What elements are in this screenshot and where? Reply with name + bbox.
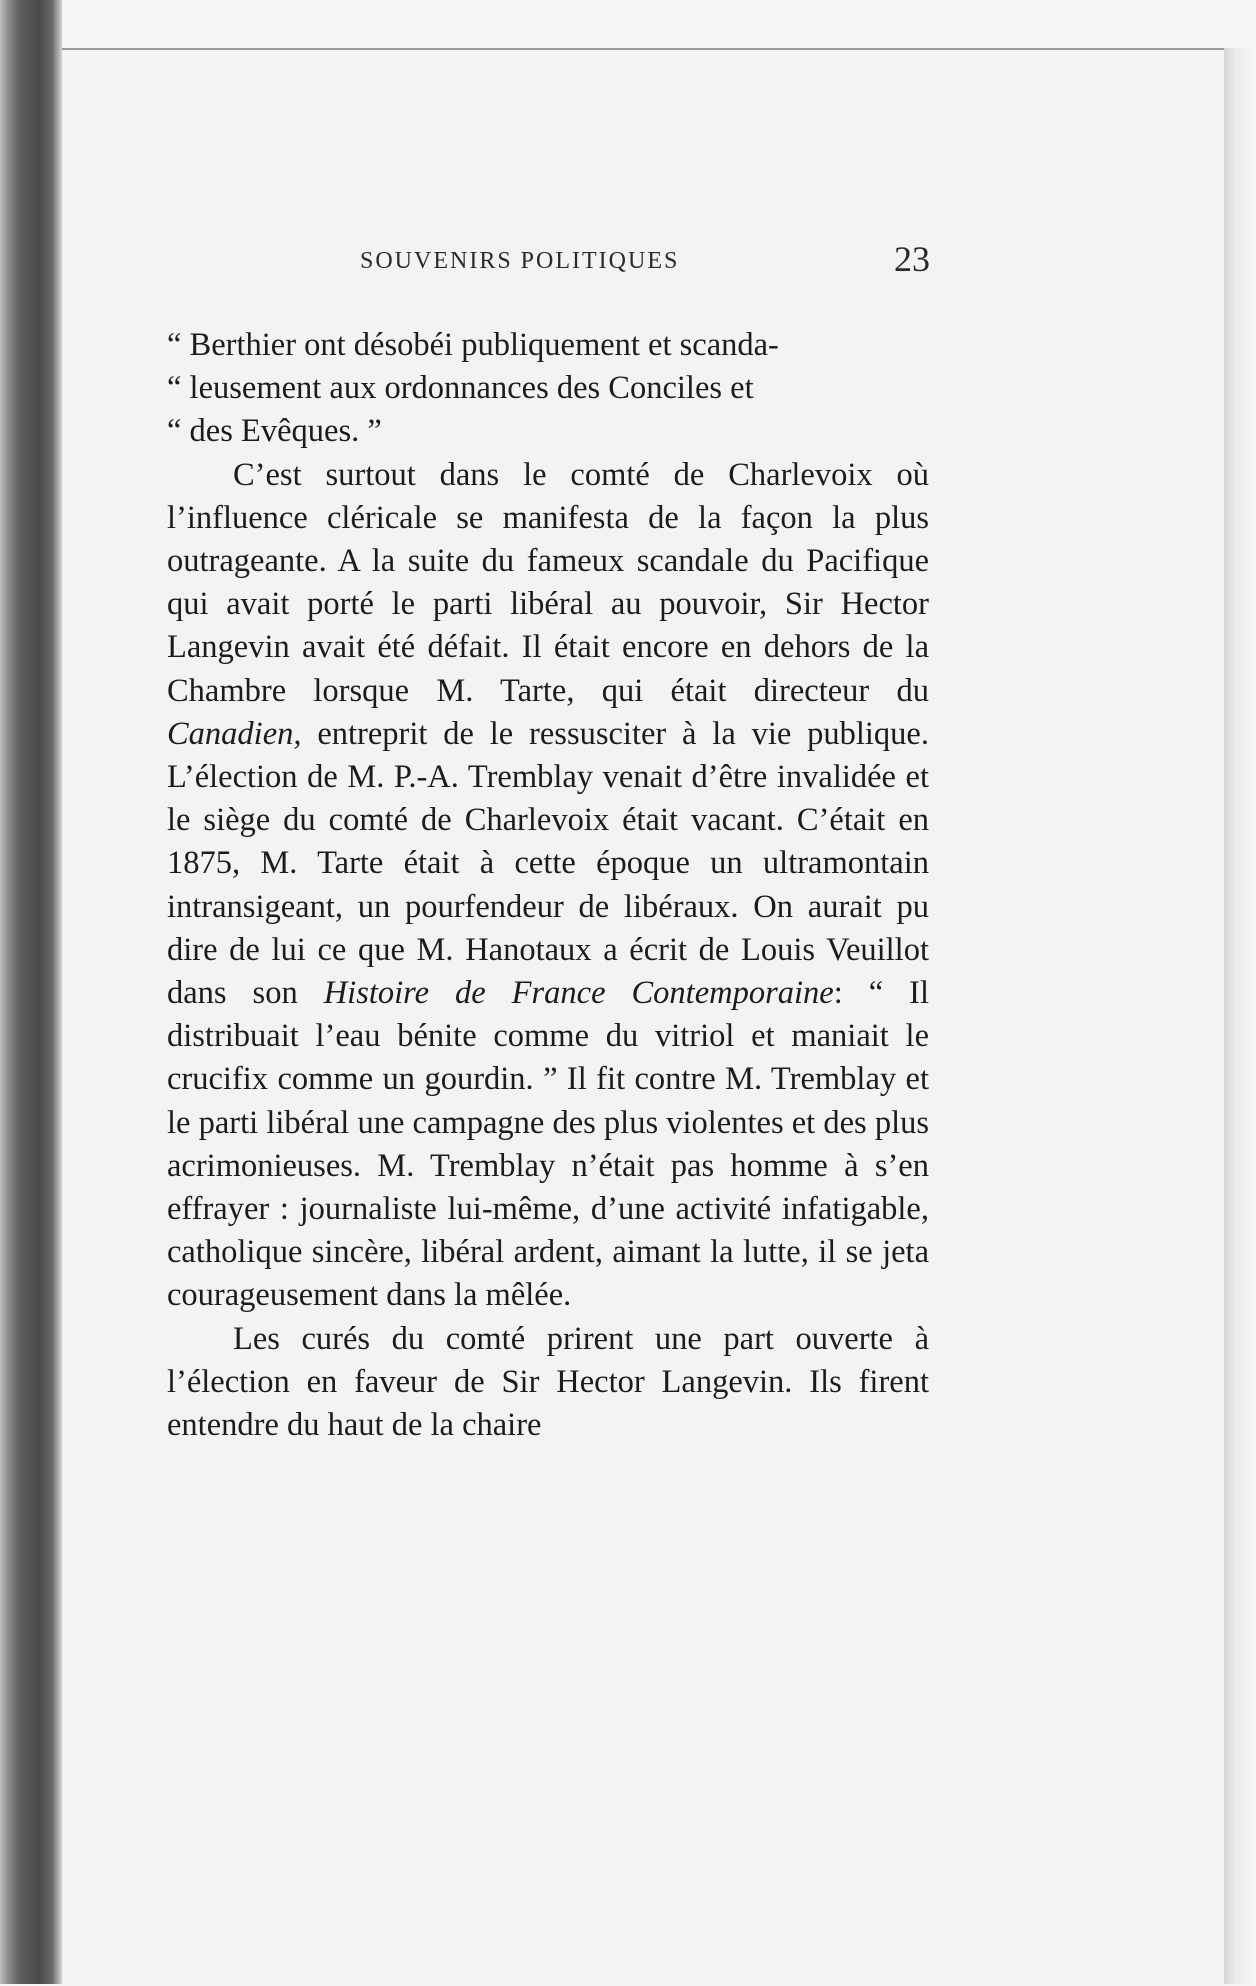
scan-top-margin [62,0,1256,48]
quote-line-1: “ Berthier ont désobéi publiquement et scanda- [167,327,779,363]
paragraph-charlevoix [167,454,929,1318]
paragraph-text: : “ Il distribuait l’eau bénite comme du vitriol et maniait le crucifix comme un gourdin. ” Il fit contre M. Tremblay et le parti libéral une campagne des plus violentes et des plus acrimonieuses. M. Tremblay n’était pas homme à s’en effrayer : journaliste lui-même, d’une activité infatigable, catholique sincère, libéral ardent, aimant la lutte, il se jeta courageusement dans la mêlée. [167,975,929,1314]
running-title: SOUVENIRS POLITIQUES [360,248,680,274]
page-edge [1224,48,1256,1984]
paragraph-cures: Les curés du comté prirent une part ouverte à l’élection en faveur de Sir Hector Langevin. Ils firent entendre du haut de la chaire [167,1320,929,1444]
paragraph-text: entreprit de le ressusciter à la vie publique. L’élection de M. P.-A. Tremblay venait d’être invalidée et le siège du comté de Charlevoix était vacant. C’était en 1875, M. Tarte était à cette époque un ultramontain intransigeant, un pourfendeur de libéraux. On aurait pu dire de lui ce que M. Hanotaux a écrit de Louis Veuillot dans son [167,715,929,1012]
book-title: Histoire de France Contemporaine [323,975,834,1012]
quote-paragraph [167,324,929,454]
quote-line-3: “ des Evêques. ” [167,413,382,450]
book-binding [0,0,62,1984]
page-header [360,238,930,288]
body-text [167,324,929,1447]
newspaper-title: Canadien, [167,715,302,752]
page-number: 23 [894,239,930,279]
quote-line-2: “ leusement aux ordonnances des Conciles et [167,370,754,407]
paragraph-text: C’est surtout dans le comté de Charlevoix où l’influence cléricale se manifesta de la façon la plus outrageante. A la suite du fameux scandale du Pacifique qui avait porté le parti libéral au pouvoir, Sir Hector Langevin avait été défait. Il était encore en dehors de la Chambre lorsque M. Tarte, qui était directeur du [167,456,929,709]
